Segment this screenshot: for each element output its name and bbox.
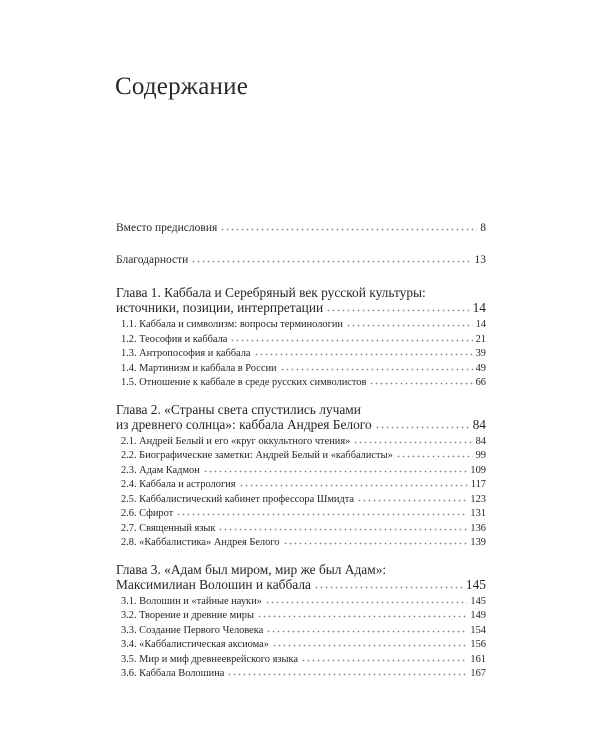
leader-dots — [239, 478, 468, 487]
section-title: 2.8. «Каббалистика» Андрея Белого — [121, 537, 280, 548]
leader-dots — [191, 254, 471, 263]
leader-dots — [346, 318, 473, 327]
toc-section — [116, 522, 486, 537]
toc-section — [116, 362, 486, 377]
section-title: 2.4. Каббала и астрология — [121, 479, 236, 490]
section-title: 1.4. Мартинизм и каббала в России — [121, 362, 277, 374]
toc-section — [116, 435, 486, 450]
toc-entry-acknowledgements — [116, 253, 486, 267]
section-page: 21 — [475, 333, 486, 345]
section-page: 117 — [470, 479, 486, 490]
leader-dots — [254, 347, 473, 356]
toc-section — [116, 536, 486, 551]
toc-section — [116, 667, 486, 682]
section-title: 2.3. Адам Кадмон — [121, 464, 200, 476]
leader-dots — [265, 595, 468, 604]
chapter-title-line: Максимилиан Волошин и каббала — [116, 576, 311, 592]
section-page: 161 — [470, 653, 486, 665]
leader-dots — [353, 435, 472, 444]
toc-section — [116, 347, 486, 362]
section-title: 2.6. Сфирот — [121, 508, 174, 519]
page-title: Содержание — [115, 73, 248, 100]
chapter-title-line: из древнего солнца»: каббала Андрея Белого — [116, 416, 372, 432]
leader-dots — [257, 609, 467, 618]
toc-section — [116, 318, 486, 333]
leader-dots — [280, 362, 473, 371]
leader-dots — [272, 638, 467, 647]
section-title: 2.2. Биографические заметки: Андрей Белый и «каббалисты» — [121, 450, 393, 461]
section-title: 1.1. Каббала и символизм: вопросы терминологии — [121, 319, 343, 330]
section-page: 167 — [470, 668, 486, 679]
section-page: 139 — [470, 537, 486, 548]
section-title: 3.6. Каббала Волошина — [121, 668, 225, 679]
chapter-title-line: Глава 2. «Страны света спустились лучами — [116, 401, 361, 417]
section-title: 1.3. Антропософия и каббала — [121, 348, 251, 359]
section-page: 39 — [475, 348, 486, 359]
section-page: 99 — [475, 450, 486, 461]
table-of-contents — [116, 221, 486, 682]
toc-section — [116, 333, 486, 348]
section-page: 123 — [470, 493, 486, 505]
toc-entry-preface — [116, 221, 486, 235]
toc-section — [116, 609, 486, 624]
section-page: 136 — [470, 522, 486, 534]
section-title: 3.4. «Каббалистическая аксиома» — [121, 639, 269, 650]
leader-dots — [230, 333, 472, 342]
section-page: 154 — [470, 624, 486, 636]
section-page: 84 — [475, 435, 486, 447]
section-title: 2.7. Священный язык — [121, 522, 216, 534]
toc-chapter-3 — [116, 562, 486, 682]
toc-section — [116, 638, 486, 653]
toc-section — [116, 478, 486, 493]
section-page: 109 — [470, 464, 486, 476]
leader-dots — [301, 653, 467, 662]
leader-dots — [369, 376, 472, 385]
chapter-title-line-last — [116, 300, 486, 315]
toc-entry-page: 13 — [474, 254, 486, 266]
toc-chapter-2 — [116, 402, 486, 551]
toc-chapter-1 — [116, 285, 486, 391]
chapter-title-line: Глава 1. Каббала и Серебряный век русской культуры: — [116, 285, 426, 300]
leader-dots — [396, 449, 473, 458]
leader-dots — [266, 624, 467, 633]
leader-dots — [203, 464, 468, 473]
toc-section — [116, 595, 486, 610]
chapter-page: 14 — [472, 300, 486, 315]
section-page: 145 — [470, 595, 486, 607]
toc-entry-page: 8 — [480, 222, 486, 234]
section-page: 149 — [470, 610, 486, 621]
section-page: 131 — [470, 508, 486, 519]
leader-dots — [283, 536, 468, 545]
section-page: 49 — [475, 362, 486, 374]
section-page: 14 — [475, 319, 486, 330]
leader-dots — [176, 507, 467, 516]
section-title: 2.1. Андрей Белый и его «круг оккультного чтения» — [121, 435, 351, 447]
chapter-page: 84 — [472, 416, 486, 432]
toc-section — [116, 653, 486, 668]
toc-section — [116, 507, 486, 522]
toc-entry-title: Вместо предисловия — [116, 222, 218, 234]
leader-dots — [314, 580, 463, 589]
leader-dots — [375, 420, 470, 429]
section-title: 3.1. Волошин и «тайные науки» — [121, 595, 262, 607]
leader-dots — [357, 493, 467, 502]
toc-section — [116, 624, 486, 639]
toc-section — [116, 464, 486, 479]
chapter-title-line: источники, позиции, интерпретации — [116, 300, 324, 315]
chapter-title-line-last — [116, 577, 486, 592]
leader-dots — [326, 303, 469, 312]
leader-dots — [220, 222, 477, 231]
section-title: 1.5. Отношение к каббале в среде русских символистов — [121, 377, 367, 388]
section-title: 3.3. Создание Первого Человека — [121, 624, 264, 636]
toc-entry-title: Благодарности — [116, 254, 189, 266]
toc-section — [116, 376, 486, 391]
section-title: 2.5. Каббалистический кабинет профессора Шмидта — [121, 493, 355, 505]
toc-section — [116, 449, 486, 464]
section-title: 3.2. Творение и древние миры — [121, 610, 254, 621]
leader-dots — [227, 667, 467, 676]
section-page: 156 — [470, 639, 486, 650]
leader-dots — [218, 522, 467, 531]
section-page: 66 — [475, 377, 486, 388]
chapter-title-line: Глава 3. «Адам был миром, мир же был Адам»: — [116, 561, 387, 577]
chapter-page: 145 — [465, 576, 486, 592]
section-title: 3.5. Мир и миф древнееврейского языка — [121, 653, 298, 665]
toc-section — [116, 493, 486, 508]
section-title: 1.2. Теософия и каббала — [121, 333, 228, 345]
chapter-title-line-last — [116, 417, 486, 432]
